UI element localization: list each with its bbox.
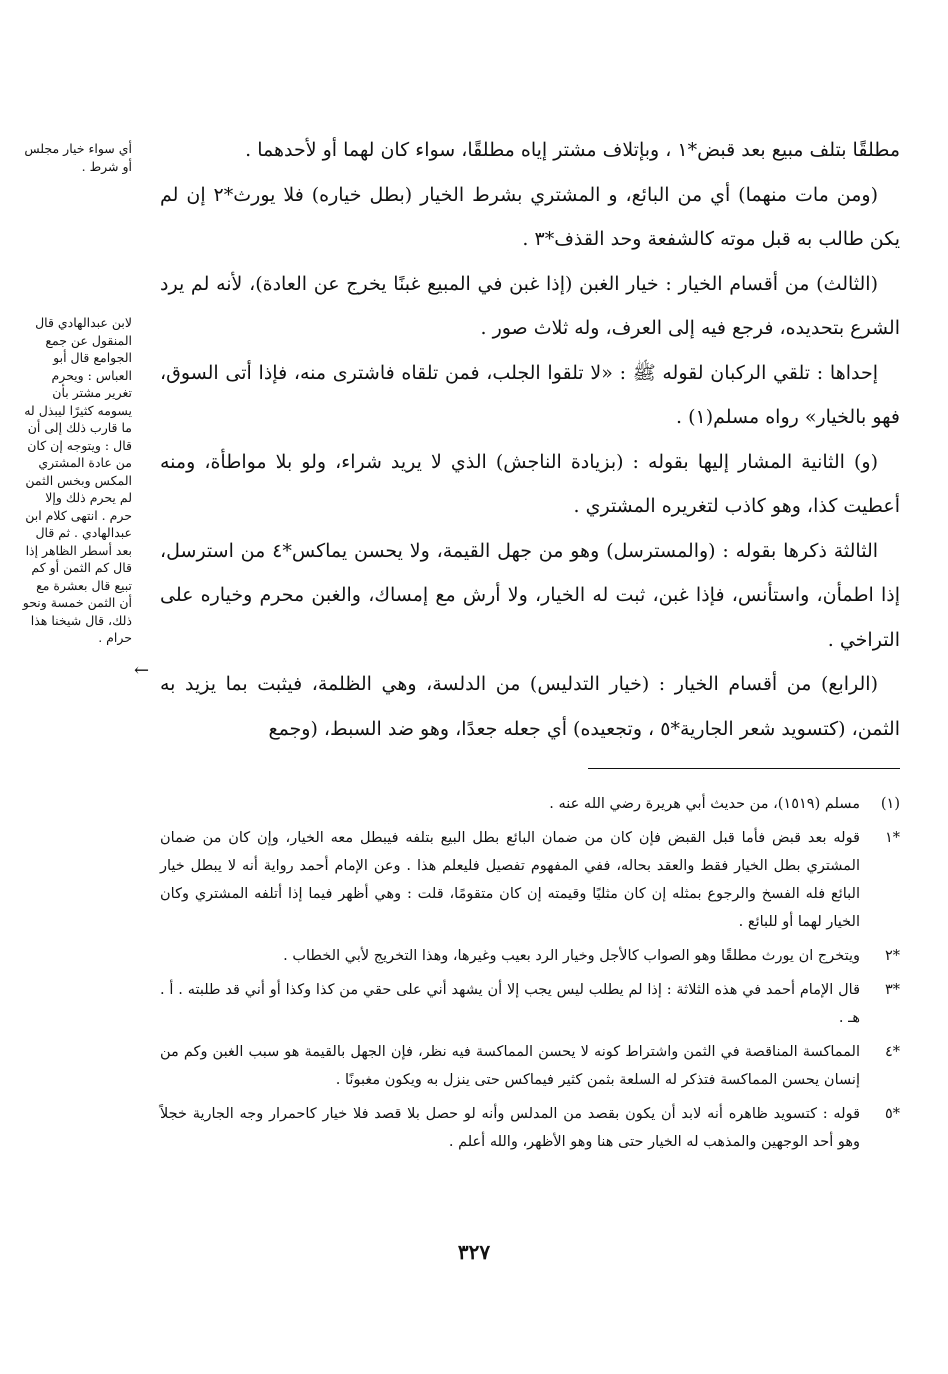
margin-note-2: لابن عبدالهادي قال المنقول عن جمع الجوامع قال أبو العباس : ويحرم تغرير مشتر بأن يسومه كثيرًا ليبذل له ما قارب ذلك إلى أن قال : ويتوجه إن كان من عادة المشتري المكس وبخس الثمن لم يحرم ذلك وإلا حرم . انتهى كلام ابن عبدالهادي . ثم قال بعد أسطر الظاهر إذا قال كم الثمن أو كم تبيع قال بعشرة مع أن الثمن خمسة ونحو ذلك، قال شيخنا هذا حرام . (22, 315, 132, 645)
footnote-separator (588, 768, 900, 769)
footnote-text: قوله : كتسويد ظاهره أنه لابد أن يكون بقصد من المدلس وأنه لو حصل بلا قصد فلا خيار كاحمرار وجه الجارية خجلاً وهو أحد الوجهين والمذهب له الخيار حتى هنا وهو الأظهر، والله أعلم . (160, 1106, 860, 1150)
footnote-item (160, 824, 900, 936)
main-paragraph-7: (الرابع) من أقسام الخيار : (خيار التدليس) من الدلسة، وهي الظلمة، فيثبت بما يزيد به الثمن، (كتسويد شعر الجارية*٥ ، وتجعيده) أي جعله جعدًا، وهو ضد السبط، (وجمع (160, 673, 900, 740)
footnote-item (160, 1100, 900, 1156)
footnote-mark: *٤ (884, 1044, 900, 1060)
footnote-mark: *١ (884, 830, 900, 846)
footnote-text: قوله بعد قبض فأما قبل القبض فإن كان من ضمان البائع بطل البيع بتلفه فيبطل معه الخيار، وإن كان من ضمان المشتري بطل الخيار فقط والعقد بحاله، ففي المفهوم تفصيل فليعلم هذا . وعن الإمام أحمد رواية أنه لا يبطل خيار البائع فله الفسخ والرجوع بمثله إن كان مثليًا وقيمته إن كان متقومًا، قلت : وهي أظهر فيما إذا أتلفه المشتري وكان الخيار لهما أو للبائع . (160, 830, 860, 930)
footnote-mark: *٥ (884, 1106, 900, 1122)
footnote-item (160, 1038, 900, 1094)
footnote-text: قال الإمام أحمد في هذه الثلاثة : إذا لم يطلب ليس يجب إلا أن يشهد أني على حقي من كذا وكذا أو أني قد طلبته . أ . هـ . (160, 982, 860, 1026)
footnote-mark: *٢ (884, 948, 900, 964)
main-paragraph-6: الثالثة ذكرها بقوله : (والمسترسل) وهو من جهل القيمة، ولا يحسن يماكس*٤ من استرسل، إذا اطمأن، واستأنس، فإذا غبن، ثبت له الخيار، ولا أرش مع إمساك، والغبن محرم وخياره على التراخي . (160, 539, 900, 651)
footnote-item (160, 942, 900, 970)
footnote-item (160, 790, 900, 818)
footnote-item (160, 976, 900, 1032)
footnote-text: مسلم (١٥١٩)، من حديث أبي هريرة رضي الله عنه . (549, 796, 860, 812)
main-paragraph-3: (الثالث) من أقسام الخيار : خيار الغبن (إذا غبن في المبيع غبنًا يخرج عن العادة)، لأنه لم يرد الشرع بتحديده، فرجع فيه إلى العرف، وله ثلاث صور . (160, 272, 900, 339)
footnote-mark: (١) (880, 796, 900, 812)
main-paragraph-4: إحداها : تلقي الركبان لقوله ﷺ : «لا تلقوا الجلب، فمن تلقاه فاشترى منه، فإذا أتى السوق، فهو بالخيار» رواه مسلم(١) . (160, 361, 900, 428)
page-number: ٣٢٧ (457, 1240, 491, 1264)
main-text-body (160, 128, 900, 751)
margin-note-1: أي سواء خيار مجلس أو شرط . (24, 141, 132, 174)
footnotes (160, 790, 900, 1162)
footnote-text: ويتخرج ان يورث مطلقًا وهو الصواب كالأجل وخيار الرد بعيب وغيرها، وهذا التخريج لأبي الخطاب . (283, 948, 860, 964)
footnote-text: المماكسة المناقصة في الثمن واشتراط كونه لا يحسن المماكسة فيه نظر، فإن الجهل بالقيمة هو سبب الغبن وكم من إنسان يحسن المماكسة فتذكر له السلعة بثمن كثير فيماكس حتى ينزل به ويكون مغبونًا . (160, 1044, 860, 1088)
margin-arrow-icon: ← (134, 660, 150, 681)
main-paragraph-2: (ومن مات منهما) أي من البائع، و المشتري بشرط الخيار (بطل خياره) فلا يورث*٢ إن لم يكن طالب به قبل موته كالشفعة وحد القذف*٣ . (160, 183, 900, 250)
main-paragraph-5: (و) الثانية المشار إليها بقوله : (بزيادة الناجش) الذي لا يريد شراء، ولو بلا مواطأة، ومنه أعطيت كذا، وهو كاذب لتغريره المشتري . (160, 450, 900, 517)
footnote-mark: *٣ (884, 982, 900, 998)
main-paragraph-1: مطلقًا بتلف مبيع بعد قبض*١ ، وبإتلاف مشتر إياه مطلقًا، سواء كان لهما أو لأحدهما . (245, 139, 900, 161)
